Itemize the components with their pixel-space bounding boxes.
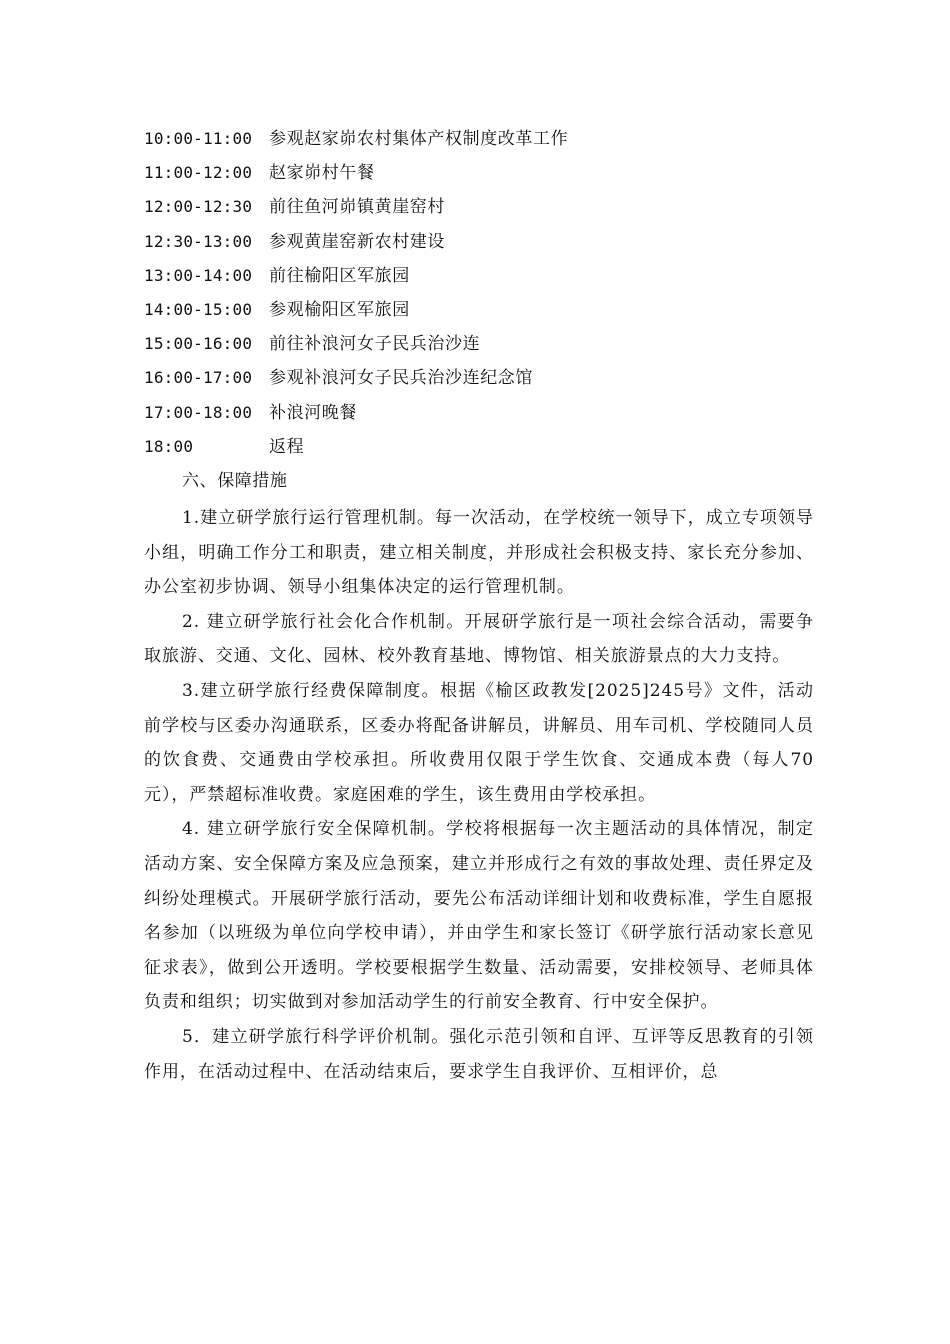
schedule-activity: 前往鱼河峁镇黄崖窑村 <box>269 197 445 218</box>
schedule-row <box>144 361 824 395</box>
schedule-row <box>144 430 824 464</box>
schedule-row <box>144 225 824 259</box>
schedule-list <box>144 122 824 464</box>
paragraph-safety: 4. 建立研学旅行安全保障机制。学校将根据每一次主题活动的具体情况，制定活动方案、安全保障方案及应急预案，建立并形成行之有效的事故处理、责任界定及纠纷处理模式。开展研学旅行活动，要先公布活动详细计划和收费标准，学生自愿报名参加（以班级为单位向学校申请），并由学生和家长签订《研学旅行活动家长意见征求表》，做到公开透明。学校要根据学生数量、活动需要，安排校领导、老师具体负责和组织；切实做到对参加活动学生的行前安全教育、行中安全保护。 <box>144 819 814 1013</box>
schedule-time: 14:00-15:00 <box>144 299 253 319</box>
section-body <box>144 501 814 1089</box>
schedule-activity: 返程 <box>269 436 305 457</box>
paragraph-management: 1.建立研学旅行运行管理机制。每一次活动，在学校统一领导下，成立专项领导小组，明确工作分工和职责，建立相关制度，并形成社会积极支持、家长充分参加、办公室初步协调、领导小组集体决定的运行管理机制。 <box>144 508 814 598</box>
schedule-time: 12:00-12:30 <box>144 197 253 217</box>
paragraph-evaluation: 5．建立研学旅行科学评价机制。强化示范引领和自评、互评等反思教育的引领作用，在活动过程中、在活动结束后，要求学生自我评价、互相评价，总 <box>144 1026 814 1082</box>
section-heading: 六、保障措施 <box>182 471 288 491</box>
schedule-row <box>144 259 824 293</box>
schedule-time: 12:30-13:00 <box>144 231 253 251</box>
schedule-time: 18:00 <box>144 436 194 456</box>
schedule-row <box>144 327 824 361</box>
schedule-row <box>144 293 824 327</box>
schedule-activity: 参观榆阳区军旅园 <box>269 299 410 320</box>
schedule-activity: 前往榆阳区军旅园 <box>269 265 410 286</box>
schedule-row <box>144 190 824 224</box>
schedule-time: 11:00-12:00 <box>144 163 253 183</box>
schedule-activity: 前往补浪河女子民兵治沙连 <box>269 334 481 355</box>
schedule-time: 17:00-18:00 <box>144 402 253 422</box>
schedule-time: 10:00-11:00 <box>144 129 253 148</box>
schedule-time: 15:00-16:00 <box>144 334 253 354</box>
paragraph-cooperation: 2. 建立研学旅行社会化合作机制。开展研学旅行是一项社会综合活动，需要争取旅游、交通、文化、园林、校外教育基地、博物馆、相关旅游景点的大力支持。 <box>144 611 814 667</box>
schedule-row <box>144 156 824 190</box>
schedule-activity: 参观黄崖窑新农村建设 <box>269 231 445 252</box>
schedule-activity: 参观补浪河女子民兵治沙连纪念馆 <box>269 368 533 389</box>
schedule-time: 16:00-17:00 <box>144 368 253 388</box>
schedule-row <box>144 122 824 156</box>
schedule-activity: 赵家峁村午餐 <box>269 163 375 184</box>
schedule-activity: 补浪河晚餐 <box>269 402 357 423</box>
schedule-time: 13:00-14:00 <box>144 265 253 285</box>
schedule-row <box>144 396 824 430</box>
paragraph-funding: 3.建立研学旅行经费保障制度。根据《榆区政教发[2025]245号》文件，活动前学校与区委办沟通联系，区委办将配备讲解员，讲解员、用车司机、学校随同人员的饮食费、交通费由学校承担。所收费用仅限于学生饮食、交通成本费（每人70元），严禁超标准收费。家庭困难的学生，该生费用由学校承担。 <box>144 680 814 805</box>
schedule-activity: 参观赵家峁农村集体产权制度改革工作 <box>269 129 569 149</box>
